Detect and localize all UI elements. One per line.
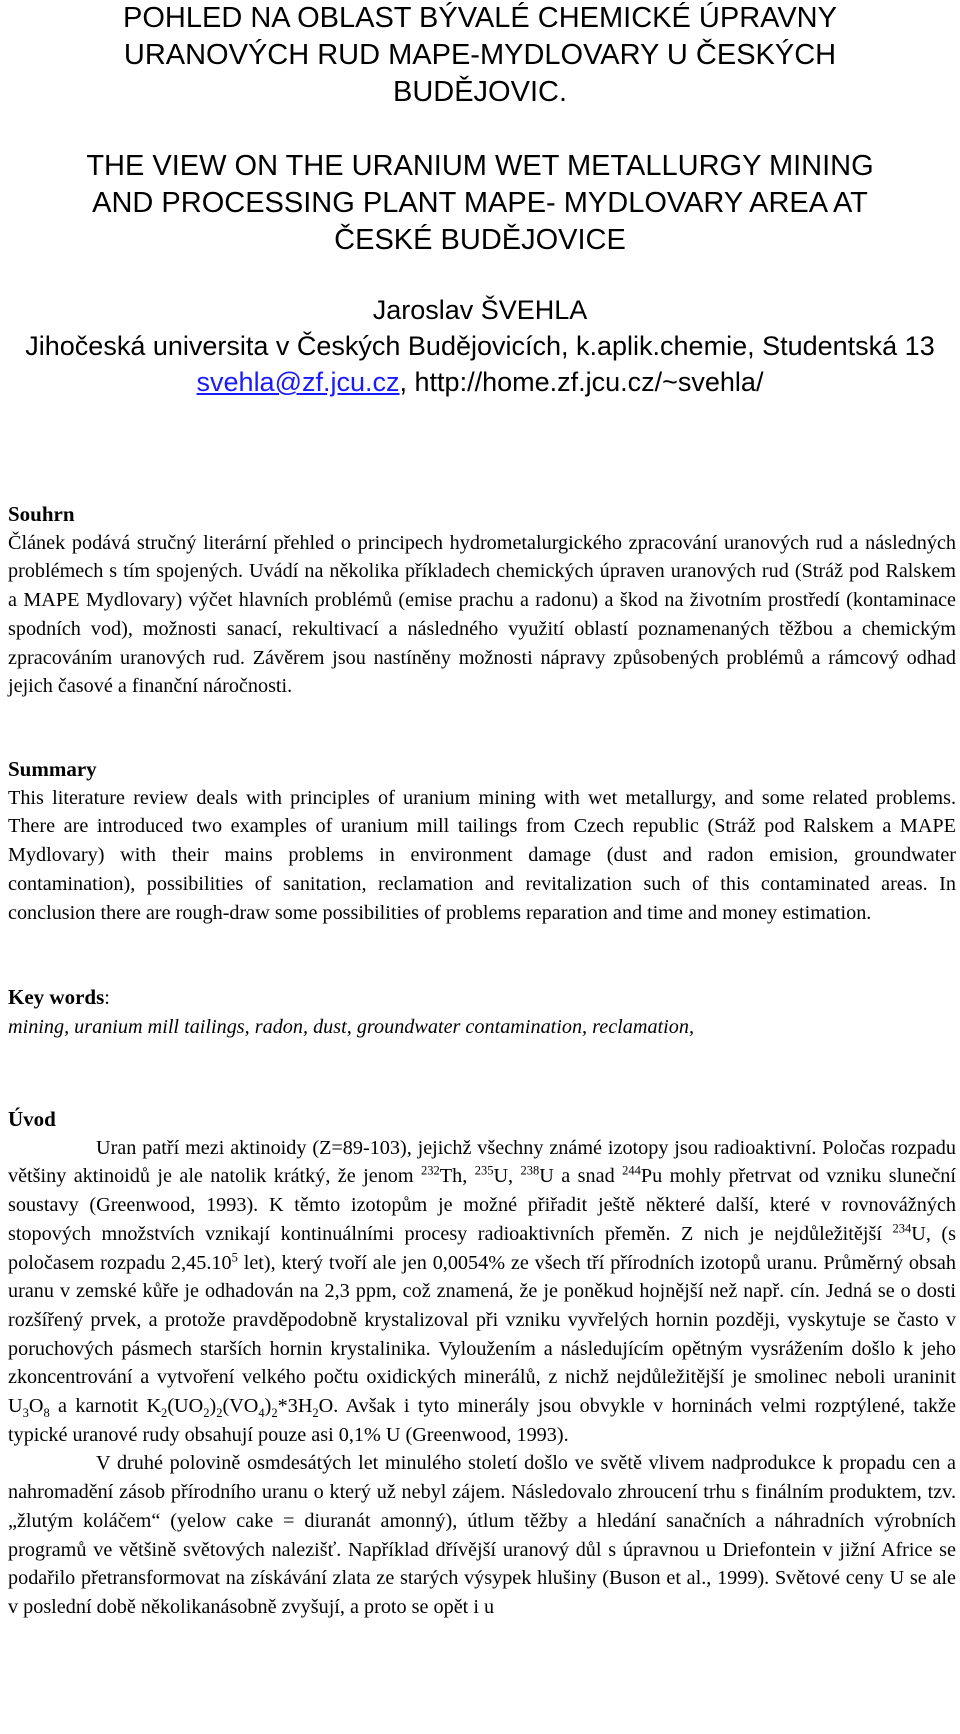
author-name: Jaroslav ŠVEHLA (372, 295, 588, 325)
contact-separator: , (399, 367, 415, 397)
title-english (30, 148, 930, 259)
title-english-line-2: AND PROCESSING PLANT MAPE- MYDLOVARY AREA AT (92, 187, 868, 219)
summary-text: This literature review deals with principles of uranium mining with wet metallurgy, and some related problems. There are introduced two examples of uranium mill tailings from Czech republic (Stráž pod Ralskem a MAPE Mydlovary) with their mains problems in environment damage (dust and radon emision, groundwater contamination), possibilities of sanitation, reclamation and revitalization such of this contaminated areas. In conclusion there are rough-draw some possibilities of problems reparation and time and money estimation. (8, 786, 956, 924)
uvod-paragraph-2: V druhé polovině osmdesátých let minulého století došlo ve světě vlivem nadprodukce k propadu cen a nahromadění zásob přírodního uranu o který už nebyl zájem. Následovalo zhroucení trhu s finálním produktem, tzv. „žlutým koláčem“ (yelow cake = diuranát amonný), útlum těžby a hledání sanačních a náhradních výrobních programů ve většině světových nalezišť. Například dřívější uranový důl s úpravnou u Driefontein v jižní Africe se podařilo přetransformovat na získávání zlata ze starých výsypek hlušiny (Buson et al., 1999). Světové ceny U se ale v poslední době několikanásobně zvyšují, a proto se opět i u (8, 1452, 956, 1618)
keywords-section (8, 983, 956, 1041)
p1-sub: 2 (216, 1406, 223, 1421)
p1-text: Th, (439, 1165, 475, 1188)
p1-sup: 234 (892, 1221, 912, 1236)
p1-text: ) (264, 1395, 272, 1418)
p1-sub: 2 (161, 1406, 168, 1421)
p1-text: *3H (277, 1395, 313, 1418)
title-czech-line-2: URANOVÝCH RUD MAPE-MYDLOVARY U ČESKÝCH (123, 39, 837, 71)
title-english-line-3: ČESKÉ BUDĚJOVICE (334, 224, 626, 256)
author-email-link[interactable]: svehla@zf.jcu.cz (196, 367, 400, 397)
title-english-line-1: THE VIEW ON THE URANIUM WET METALLURGY MINING (86, 150, 874, 182)
p1-sub: 3 (22, 1406, 29, 1421)
author-homepage: http://home.zf.jcu.cz/~svehla/ (414, 367, 764, 397)
p1-text: (VO (222, 1395, 259, 1418)
author-contact (0, 364, 960, 400)
p1-text: (UO (167, 1395, 204, 1418)
p1-text: O (28, 1395, 44, 1418)
p1-sup: 238 (520, 1163, 540, 1178)
p1-text: a karnotit K (49, 1395, 162, 1418)
p1-sub: 8 (43, 1406, 50, 1421)
p1-text: ) (209, 1395, 217, 1418)
p1-sup: 244 (622, 1163, 641, 1178)
keywords-colon: : (104, 987, 110, 1009)
p1-sub: 2 (271, 1406, 278, 1421)
souhrn-section (8, 500, 956, 701)
souhrn-heading: Souhrn (8, 502, 75, 526)
p1-text: Uran patří mezi aktinoidy (Z=89-103), jejichž všechny známé izotopy jsou radioaktivní. Poločas rozpadu většiny aktinoidů je ale natolik krátký, že jenom (8, 1136, 956, 1188)
p1-text: U a snad (539, 1165, 623, 1188)
title-czech (60, 0, 900, 111)
p1-text: O. Avšak i tyto minerály jsou obvykle v horninách velmi rozptýlené, takže typické uranové rudy obsahují pouze asi 0,1% U (Greenwood, 1993). (8, 1395, 956, 1446)
p1-text: U, (s poločasem rozpadu 2,45.10 (8, 1222, 956, 1274)
uvod-heading: Úvod (8, 1107, 56, 1131)
p1-text: let), který tvoří ale jen 0,0054% ze všech tří přírodních izotopů uranu. Průměrný obsah uranu v zemské kůře je odhadován na 2,3 ppm, což znamená, že je poněkud hojnější než např. cín. Jedná se o dosti rozšířený prvek, a protože pravděpodobně krystalizoval při vzniku vyvřelých hornin později, vyskytuje se často v poruchových pásmech starších hornin krystalinika. Vyloužením a následujícím opětným vysrážením došlo k jeho zkoncentrování a vytvoření velkého počtu oxidických minerálů, z nichž nejdůležitější je smolinec neboli uraninit U (8, 1251, 956, 1418)
author-block (0, 292, 960, 400)
title-czech-line-3: BUDĚJOVIC. (392, 76, 568, 108)
souhrn-text: Článek podává stručný literární přehled o principech hydrometalurgického zpracování uranových rud a následných problémech s tím spojených. Uvádí na několika příkladech chemických úpraven uranových rud (Stráž pod Ralskem a MAPE Mydlovary) výčet hlavních problémů (emise prachu a radonu) a škod na životním prostředí (kontaminace spodních vod), možnosti sanací, rekultivací a následného využití oblastí poznamenaných těžbou a chemickým zpracováním uranových rud. Závěrem jsou nastíněny možnosti nápravy způsobených problémů a rámcový odhad jejich časové a finanční náročnosti. (8, 531, 956, 698)
summary-heading: Summary (8, 757, 97, 781)
keywords-heading: Key words (8, 985, 105, 1009)
p1-sup: 235 (474, 1163, 494, 1178)
p1-sub: 2 (312, 1406, 319, 1421)
p1-sub: 2 (203, 1406, 210, 1421)
summary-section (8, 755, 956, 927)
keywords-list: mining, uranium mill tailings, radon, dust, groundwater contamination, reclamation, (8, 1015, 695, 1038)
uvod-section (8, 1105, 956, 1622)
author-affiliation: Jihočeská universita v Českých Budějovicích, k.aplik.chemie, Studentská 13 (25, 331, 935, 361)
p1-sup: 232 (421, 1163, 440, 1178)
p1-text: Pu mohly přetrvat od vzniku sluneční soustavy (Greenwood, 1993). K těmto izotopům je možné přiřadit ještě některé další, které v rovnovážných stopových množstvích vznikají kontinuálními procesy radioaktivních přeměn. Z nich je nejdůležitější (8, 1165, 956, 1245)
title-czech-line-1: POHLED NA OBLAST BÝVALÉ CHEMICKÉ ÚPRAVNY (123, 2, 837, 34)
p1-text: U, (493, 1165, 521, 1188)
p1-sub: 4 (258, 1406, 265, 1421)
p1-sup: 5 (231, 1249, 238, 1264)
uvod-paragraph-1 (8, 1134, 956, 1450)
